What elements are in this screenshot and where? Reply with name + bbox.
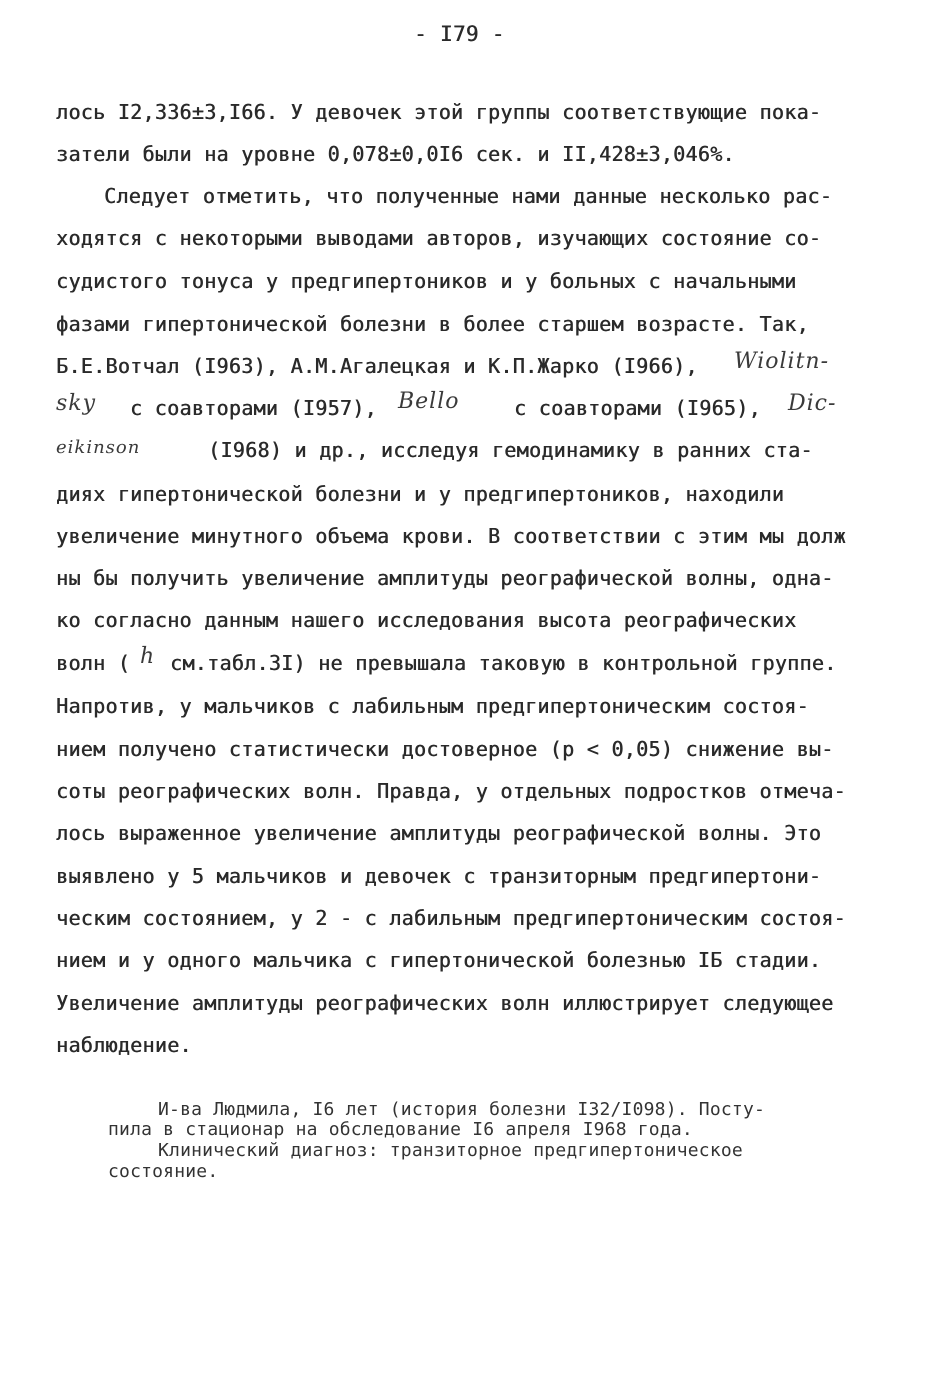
text-line-8b: с соавторами (I965), xyxy=(514,396,761,420)
text-line-3: Следует отметить, что полученные нами данные несколько рас- xyxy=(104,184,833,208)
text-line-21: нием и у одного мальчика с гипертонической болезнью IБ стадии. xyxy=(56,948,822,972)
text-line-11: увеличение минутного объема крови. В соответствии с этим мы долж xyxy=(56,524,846,548)
handwritten-author-2: Bello xyxy=(398,389,460,414)
case-note-line-4: состояние. xyxy=(108,1161,219,1182)
text-line-4: ходятся с некоторыми выводами авторов, изучающих состояние со- xyxy=(56,226,822,250)
text-line-1: лось I2,336±3,I66. У девочек этой группы соответствующие пока- xyxy=(56,100,822,124)
text-line-10: диях гипертонической болезни и у предгипертоников, находили xyxy=(56,482,785,506)
text-line-12: ны бы получить увеличение амплитуды реографической волны, одна- xyxy=(56,566,834,590)
handwritten-author-1-cont: sky xyxy=(56,391,97,416)
handwritten-symbol-h: h xyxy=(140,644,156,669)
text-line-8a: с соавторами (I957), xyxy=(130,396,377,420)
case-note-line-2: пила в стационар на обследование I6 апреля I968 года. xyxy=(108,1119,693,1140)
handwritten-author-3: Dic- xyxy=(788,391,837,416)
text-line-5: судистого тонуса у предгипертоников и у больных с начальными xyxy=(56,269,797,293)
text-line-6: фазами гипертонической болезни в более старшем возрасте. Так, xyxy=(56,312,809,336)
text-line-14b: см.табл.3I) не превышала таковую в контрольной группе. xyxy=(170,651,837,675)
case-note-line-1: И-ва Людмила, I6 лет (история болезни I32/I098). Посту- xyxy=(158,1099,766,1120)
case-note-line-3: Клинический диагноз: транзиторное предгипертоническое xyxy=(158,1140,743,1161)
text-line-17: соты реографических волн. Правда, у отдельных подростков отмеча- xyxy=(56,779,846,803)
text-line-19: выявлено у 5 мальчиков и девочек с транзиторным предгипертони- xyxy=(56,864,822,888)
page-number: - I79 - xyxy=(414,22,505,46)
text-line-22: Увеличение амплитуды реографических волн иллюстрирует следующее xyxy=(56,991,834,1015)
text-line-2: затели были на уровне 0,078±0,0I6 сек. и II,428±3,046%. xyxy=(56,142,735,166)
text-line-13: ко согласно данным нашего исследования высота реографических xyxy=(56,608,797,632)
text-line-16: нием получено статистически достоверное (p < 0,05) снижение вы- xyxy=(56,737,834,761)
text-line-7: Б.Е.Вотчал (I963), А.М.Агалецкая и К.П.Жарко (I966), xyxy=(56,354,698,378)
text-line-15: Напротив, у мальчиков с лабильным предгипертоническим состоя- xyxy=(56,694,809,718)
text-line-23: наблюдение. xyxy=(56,1033,192,1057)
handwritten-author-3-cont: eikinson xyxy=(56,437,141,458)
handwritten-author-1: Wiolitn- xyxy=(734,349,830,374)
text-line-20: ческим состоянием, у 2 - с лабильным предгипертоническим состоя- xyxy=(56,906,846,930)
text-line-9: (I968) и др., исследуя гемодинамику в ранних ста- xyxy=(208,438,813,462)
text-line-14a: волн ( xyxy=(56,651,131,675)
text-line-18: лось выраженное увеличение амплитуды реографической волны. Это xyxy=(56,821,822,845)
